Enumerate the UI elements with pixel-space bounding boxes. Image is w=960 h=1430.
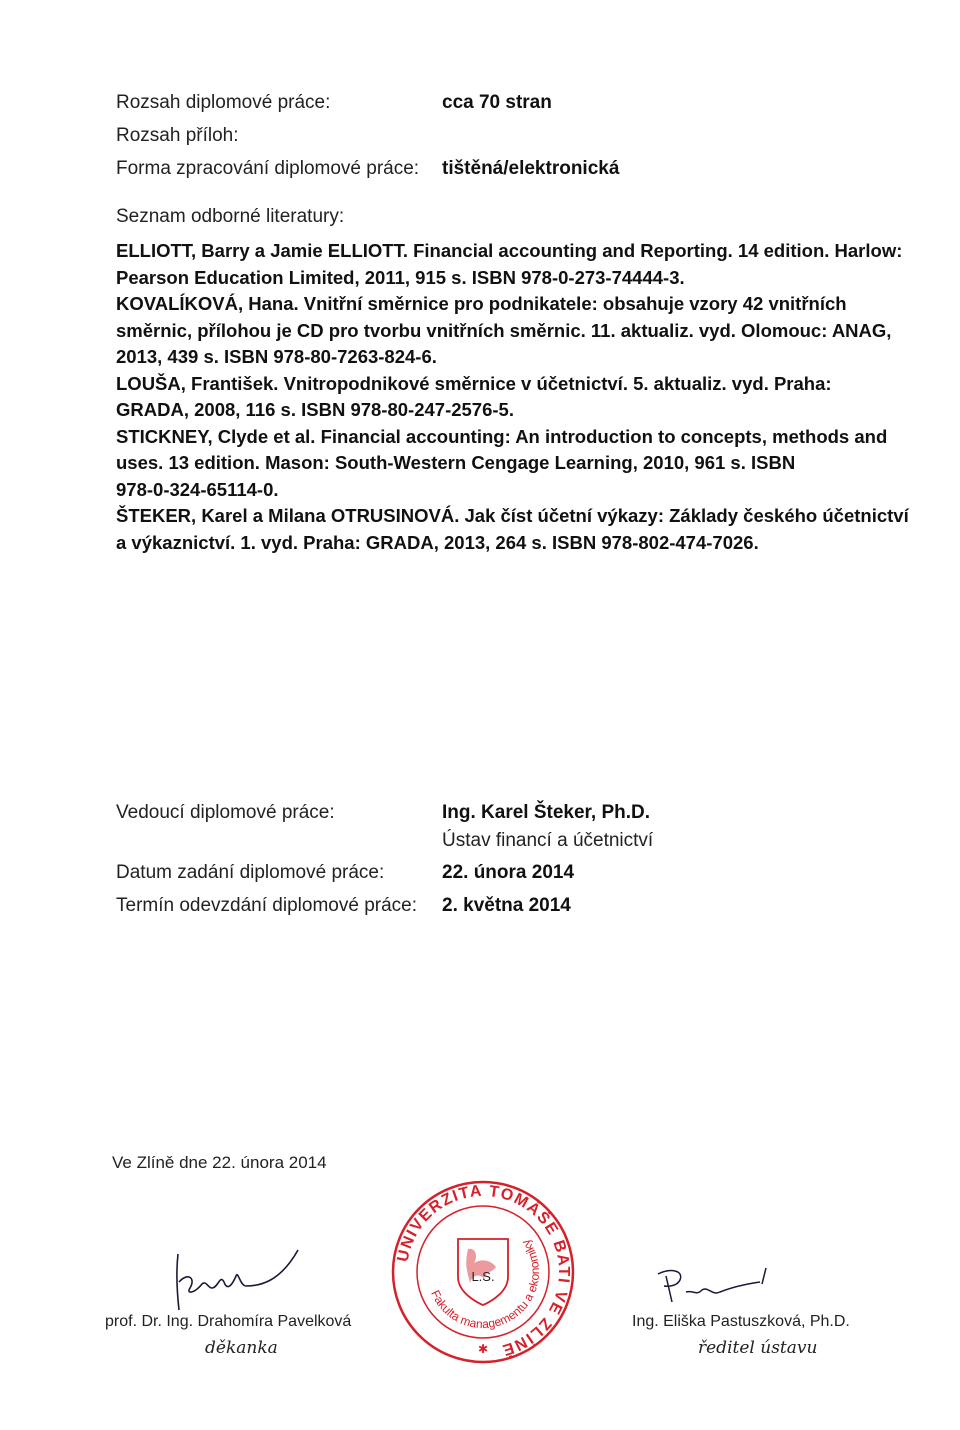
literature-line: 978-0-324-65114-0.: [116, 478, 279, 500]
assigned-date-label: Datum zadání diplomové práce:: [116, 862, 385, 883]
director-name: Ing. Eliška Pastuszková, Ph.D.: [632, 1313, 850, 1330]
dean-title: děkanka: [205, 1338, 278, 1358]
form-label: Forma zpracování diplomové práce:: [116, 158, 420, 179]
deadline-value: 2. května 2014: [442, 895, 571, 916]
supervisor-name: Ing. Karel Šteker, Ph.D.: [442, 802, 651, 823]
literature-line: směrnic, přílohou je CD pro tvorbu vnitřních směrnic. 11. aktualiz. vyd. Olomouc: ANAG,: [116, 319, 892, 341]
stamp-outer-text: UNIVERZITA TOMÁŠE BATI VE ZLÍNĚ: [394, 1182, 573, 1359]
place-date: Ve Zlíně dne 22. února 2014: [112, 1153, 327, 1172]
range-label: Rozsah diplomové práce:: [116, 92, 331, 113]
director-signature: [650, 1262, 780, 1312]
literature-line: STICKNEY, Clyde et al. Financial accounting: An introduction to concepts, methods and: [116, 425, 888, 447]
stamp-center-text: L.S.: [471, 1269, 495, 1284]
supervisor-institute: Ústav financí a účetnictví: [442, 830, 654, 851]
director-title: ředitel ústavu: [698, 1338, 818, 1358]
dean-signature: [150, 1232, 310, 1312]
literature-line: a výkaznictví. 1. vyd. Praha: GRADA, 2013, 264 s. ISBN 978-802-474-7026.: [116, 531, 759, 553]
assigned-date-value: 22. února 2014: [442, 862, 575, 883]
literature-line: LOUŠA, František. Vnitropodnikové směrnice v účetnictví. 5. aktualiz. vyd. Praha:: [116, 372, 832, 394]
literature-line: ELLIOTT, Barry a Jamie ELLIOTT. Financial accounting and Reporting. 14 edition. Harlow:: [116, 240, 903, 261]
attachments-label: Rozsah příloh:: [116, 125, 239, 146]
deadline-label: Termín odevzdání diplomové práce:: [116, 895, 417, 916]
literature-line: GRADA, 2008, 116 s. ISBN 978-80-247-2576-5.: [116, 399, 514, 420]
dean-name: prof. Dr. Ing. Drahomíra Pavelková: [105, 1313, 352, 1330]
literature-heading: Seznam odborné literatury:: [116, 206, 345, 227]
stamp-star-icon: ✱: [477, 1342, 489, 1356]
range-value: cca 70 stran: [442, 92, 552, 113]
literature-line: ŠTEKER, Karel a Milana OTRUSINOVÁ. Jak číst účetní výkazy: Základy českého účetnictví: [116, 505, 909, 526]
supervisor-label: Vedoucí diplomové práce:: [116, 802, 335, 823]
literature-line: KOVALÍKOVÁ, Hana. Vnitřní směrnice pro podnikatele: obsahuje vzory 42 vnitřních: [116, 293, 847, 314]
literature-line: 2013, 439 s. ISBN 978-80-7263-824-6.: [116, 346, 437, 367]
literature-list: [116, 238, 909, 556]
literature-line: uses. 13 edition. Mason: South-Western Cengage Learning, 2010, 961 s. ISBN: [116, 452, 796, 473]
literature-line: Pearson Education Limited, 2011, 915 s. ISBN 978-0-273-74444-3.: [116, 266, 685, 288]
stamp-inner-text: Fakulta managementu a ekonomiky: [428, 1236, 543, 1332]
university-stamp: [388, 1177, 578, 1367]
form-value: tištěná/elektronická: [442, 158, 620, 179]
